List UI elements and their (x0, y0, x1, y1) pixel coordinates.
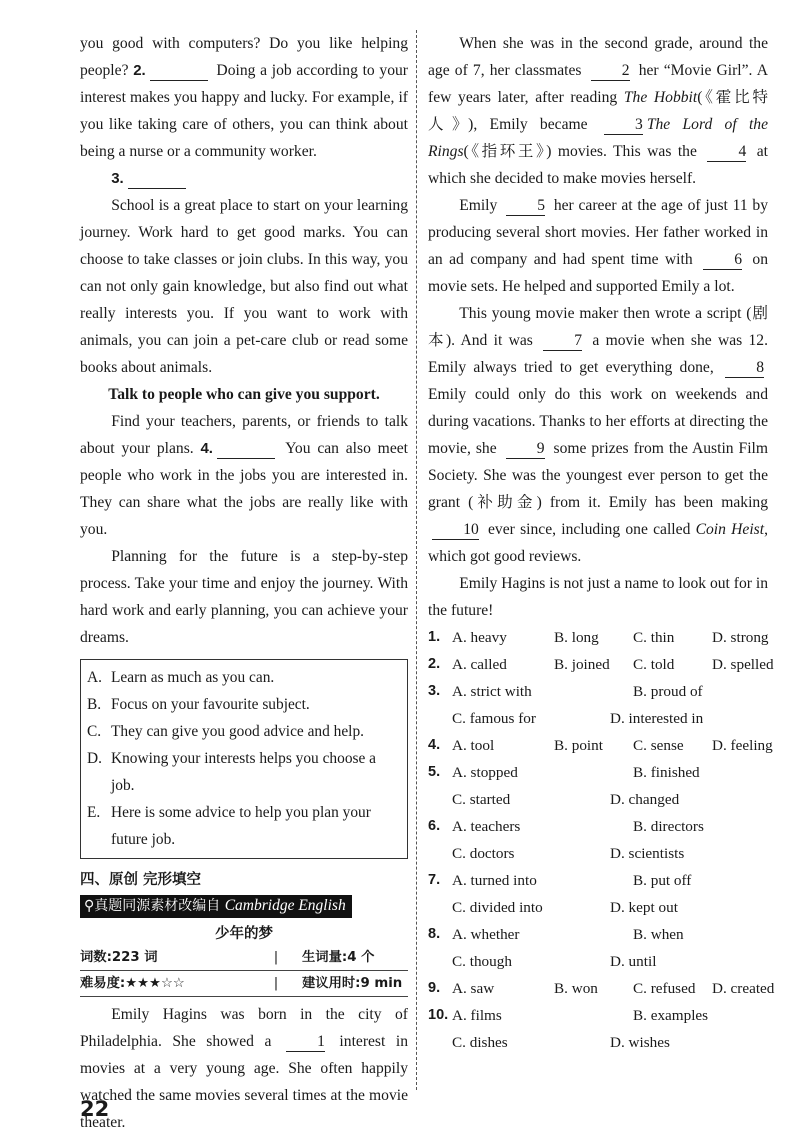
answer-option[interactable]: D. changed (610, 791, 680, 808)
answer-option[interactable]: A. teachers (452, 818, 521, 835)
answer-blank[interactable]: 4 (707, 142, 746, 162)
question-row (428, 732, 773, 759)
answer-option[interactable]: B. won (554, 980, 598, 997)
section-heading: Talk to people who can give you support. (108, 386, 380, 403)
blank-number: 4. (200, 440, 213, 457)
answer-blank[interactable]: 10 (432, 520, 479, 540)
column-divider (416, 30, 417, 1090)
page-number: 22 (80, 1097, 110, 1121)
magnifier-icon: ⚲ (84, 898, 95, 914)
answer-option[interactable]: C. famous for (452, 710, 536, 727)
option-item: A. Learn as much as you can. (87, 669, 275, 686)
indent-spacer (428, 840, 452, 867)
answer-option[interactable]: C. though (452, 953, 512, 970)
question-row (428, 705, 768, 732)
option-item: B. Focus on your favourite subject. (87, 696, 310, 713)
question-row (428, 867, 768, 894)
question-row (428, 786, 768, 813)
answer-option[interactable]: D. spelled (712, 656, 774, 673)
answer-blank[interactable] (217, 439, 275, 459)
answer-option[interactable]: C. sense (633, 737, 684, 754)
paragraph: Emily Hagins is not just a name to look out for in the future! (428, 575, 769, 619)
answer-option[interactable]: B. point (554, 737, 603, 754)
answer-option[interactable]: A. stopped (452, 764, 518, 781)
answer-option[interactable]: A. films (452, 1007, 502, 1024)
answer-option[interactable]: B. proud of (633, 683, 703, 700)
paragraph: Find your teachers, parents, or friends to talk about your plans. 4. You can also meet people who work in the jobs you are interested in. They can share what the jobs are really like with you. (80, 413, 408, 538)
answer-option[interactable]: B. examples (633, 1007, 709, 1024)
answer-option[interactable]: C. thin (633, 629, 675, 646)
question-number: 7. (428, 872, 441, 888)
question-row (428, 840, 768, 867)
answer-option[interactable]: D. kept out (610, 899, 678, 916)
question-number: 8. (428, 926, 441, 942)
paragraph (80, 165, 408, 192)
paragraph: Emily 5 her career at the age of just 11 by producing several short movies. Her father worked in an ad company and had spent time with 6 on movie sets. He helped and supported Emily a lot. (428, 197, 769, 295)
answer-option[interactable]: A. saw (452, 980, 495, 997)
question-number: 3. (428, 683, 441, 699)
answer-blank[interactable]: 5 (506, 196, 545, 216)
question-number: 5. (428, 764, 441, 780)
answer-option[interactable]: C. divided into (452, 899, 543, 916)
paragraph: Planning for the future is a step-by-step process. Take your time and enjoy the journey. With hard work and early planning, you can achieve your dreams. (80, 548, 408, 646)
question-row (428, 651, 774, 678)
answer-option[interactable]: C. dishes (452, 1034, 508, 1051)
indent-spacer (428, 894, 452, 921)
paragraph: you good with computers? Do you like helping people? 2. Doing a job according to your interest makes you happy and lucky. For example, if you like taking care of others, you can think about being a nurse or a community worker. (80, 35, 408, 160)
answer-option[interactable]: C. refused (633, 980, 696, 997)
answer-blank[interactable] (150, 61, 208, 81)
option-item: C. They can give you good advice and help. (87, 723, 365, 740)
paragraph: Emily Hagins was born in the city of Philadelphia. She showed a 1 interest in movies at a very young age. She often happily watched the same movies several times at the movie theater. (80, 1006, 408, 1131)
answer-option[interactable]: D. scientists (610, 845, 685, 862)
answer-option[interactable]: B. when (633, 926, 684, 943)
answer-blank[interactable] (128, 169, 186, 189)
answer-option[interactable]: C. told (633, 656, 675, 673)
answer-blank[interactable]: 2 (591, 61, 630, 81)
left-column (80, 30, 408, 1136)
answer-option[interactable]: D. interested in (610, 710, 704, 727)
paragraph: School is a great place to start on your learning journey. Work hard to get good marks. You can choose to take classes or join clubs. In this way, you can not only gain knowledge, but also find out what really interests you. If you want to work with animals, you can join a pet-care club or read some books about animals. (80, 197, 408, 376)
option-item: D. Knowing your interests helps you choose a job. (87, 750, 377, 794)
section-title: 四、原创 完形填空 (80, 872, 202, 888)
question-row (428, 894, 768, 921)
question-number: 6. (428, 818, 441, 834)
question-number: 10. (428, 1007, 449, 1023)
blank-number: 3. (111, 170, 124, 187)
question-row (428, 624, 768, 651)
question-number: 9. (428, 980, 441, 996)
answer-option[interactable]: A. strict with (452, 683, 532, 700)
answer-option[interactable]: A. heavy (452, 629, 507, 646)
indent-spacer (428, 1029, 452, 1056)
question-row (428, 948, 768, 975)
question-number: 4. (428, 737, 441, 753)
answer-blank[interactable]: 6 (703, 250, 742, 270)
answer-option[interactable]: C. doctors (452, 845, 515, 862)
answer-option[interactable]: D. created (712, 980, 775, 997)
question-number: 1. (428, 629, 441, 645)
blank-number: 2. (133, 62, 146, 79)
question-row (428, 813, 768, 840)
answer-blank[interactable]: 7 (543, 331, 582, 351)
question-row (428, 1002, 768, 1029)
answer-option[interactable]: B. put off (633, 872, 692, 889)
answer-option[interactable]: A. whether (452, 926, 520, 943)
answer-blank[interactable]: 8 (725, 358, 764, 378)
answer-blank[interactable]: 1 (286, 1032, 325, 1052)
answer-option[interactable]: A. called (452, 656, 507, 673)
answer-blank[interactable]: 9 (506, 439, 545, 459)
indent-spacer (428, 948, 452, 975)
answer-blank[interactable]: 3 (604, 115, 643, 135)
question-row (428, 759, 768, 786)
answer-option[interactable]: B. joined (554, 656, 610, 673)
question-number: 2. (428, 656, 441, 672)
answer-option[interactable]: C. started (452, 791, 511, 808)
question-row (428, 975, 775, 1002)
answer-option[interactable]: A. tool (452, 737, 495, 754)
answer-option[interactable]: B. long (554, 629, 599, 646)
answer-option[interactable]: D. wishes (610, 1034, 670, 1051)
answer-option[interactable]: B. directors (633, 818, 704, 835)
answer-option[interactable]: D. feeling (712, 737, 773, 754)
indent-spacer (428, 705, 452, 732)
paragraph: This young movie maker then wrote a script (剧本). And it was 7 a movie when she was 12. Emily always tried to get everything done, 8 Emily could only do this work on weekends and during vacations. Thanks to her efforts at directing the movie, she 9 some prizes from the Austin Film Society. She was the youngest ever person to get the grant (补助金) from it. Emily has been making 10 ever since, including one called Coin Heist, which got good reviews. (428, 305, 768, 565)
answer-option[interactable]: B. finished (633, 764, 700, 781)
answer-option[interactable]: A. turned into (452, 872, 537, 889)
answer-option[interactable]: D. strong (712, 629, 769, 646)
answer-option[interactable]: D. until (610, 953, 657, 970)
question-row (428, 678, 768, 705)
multiple-choice-list (428, 624, 775, 1056)
question-row (428, 921, 768, 948)
right-column (428, 30, 775, 1056)
options-box (80, 659, 408, 859)
meta-row: 难易度:★★★☆☆ | 建议用时:9 min (80, 971, 408, 997)
story-title: 少年的梦 (215, 926, 273, 942)
source-banner: ⚲真题同源素材改编自 Cambridge English (80, 895, 352, 918)
option-item: E. Here is some advice to help you plan your future job. (87, 804, 371, 848)
question-row (428, 1029, 768, 1056)
paragraph: When she was in the second grade, around the age of 7, her classmates 2 her “Movie Girl”. A few years later, after reading The Hobbit(《霍比特人》), Emily became 3 The Lord of the Rings(《指环王》) movies. This was the 4 at which she decided to make movies herself. (428, 35, 769, 187)
indent-spacer (428, 786, 452, 813)
meta-row: 词数:223 词 | 生词量:4 个 (80, 945, 408, 971)
